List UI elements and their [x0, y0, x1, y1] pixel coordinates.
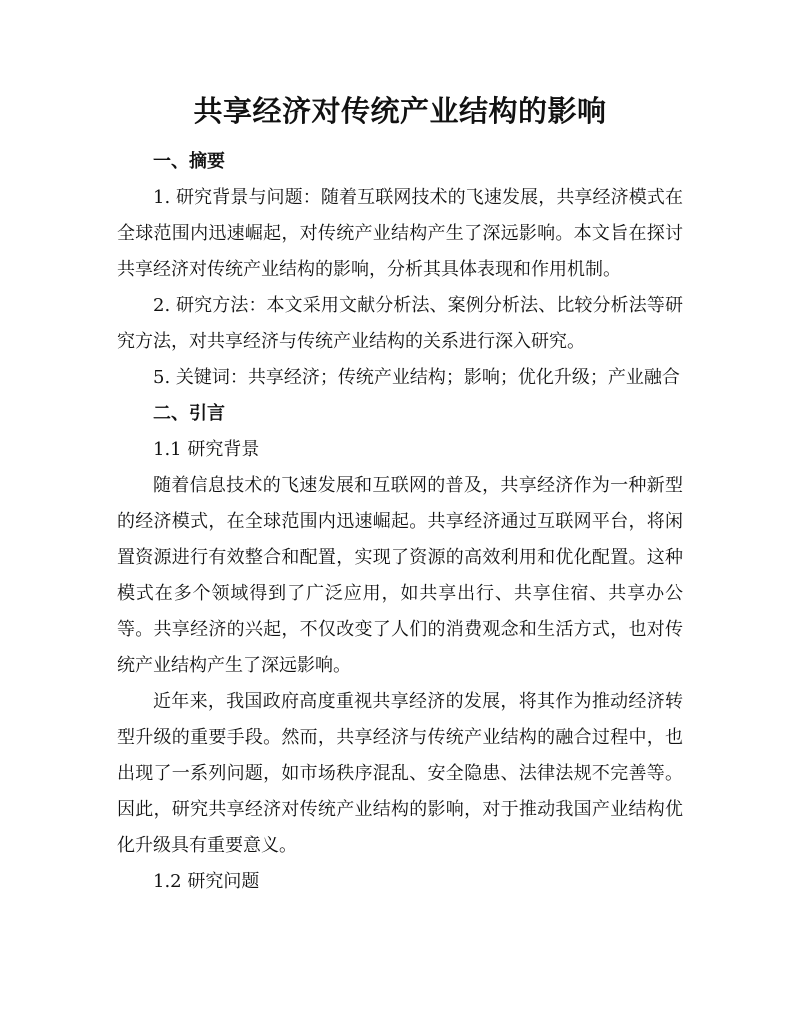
abstract-item-keywords: 5. 关键词：共享经济；传统产业结构；影响；优化升级；产业融合 — [153, 367, 680, 388]
document-body — [117, 144, 683, 900]
section-heading-intro: 二、引言 — [153, 403, 225, 424]
abstract-item-background: 1. 研究背景与问题：随着互联网技术的飞速发展，共享经济模式在全球范围内迅速崛起，对传统产业结构产生了深远影响。本文旨在探讨共享经济对传统产业结构的影响，分析其具体表现和作用机制。 — [117, 187, 683, 280]
subsection-heading-question: 1.2 研究问题 — [153, 871, 260, 892]
abstract-item-method: 2. 研究方法：本文采用文献分析法、案例分析法、比较分析法等研究方法，对共享经济与传统产业结构的关系进行深入研究。 — [117, 295, 683, 352]
section-heading-abstract: 一、摘要 — [153, 151, 225, 172]
background-paragraph: 随着信息技术的飞速发展和互联网的普及，共享经济作为一种新型的经济模式，在全球范围内迅速崛起。共享经济通过互联网平台，将闲置资源进行有效整合和配置，实现了资源的高效利用和优化配置。这种模式在多个领域得到了广泛应用，如共享出行、共享住宿、共享办公等。共享经济的兴起，不仅改变了人们的消费观念和生活方式，也对传统产业结构产生了深远影响。 — [117, 475, 683, 676]
document-title: 共享经济对传统产业结构的影响 — [193, 94, 607, 128]
subsection-heading-background: 1.1 研究背景 — [153, 439, 260, 460]
background-paragraph: 近年来，我国政府高度重视共享经济的发展，将其作为推动经济转型升级的重要手段。然而，共享经济与传统产业结构的融合过程中，也出现了一系列问题，如市场秩序混乱、安全隐患、法律法规不完善等。因此，研究共享经济对传统产业结构的影响，对于推动我国产业结构优化升级具有重要意义。 — [117, 691, 683, 856]
